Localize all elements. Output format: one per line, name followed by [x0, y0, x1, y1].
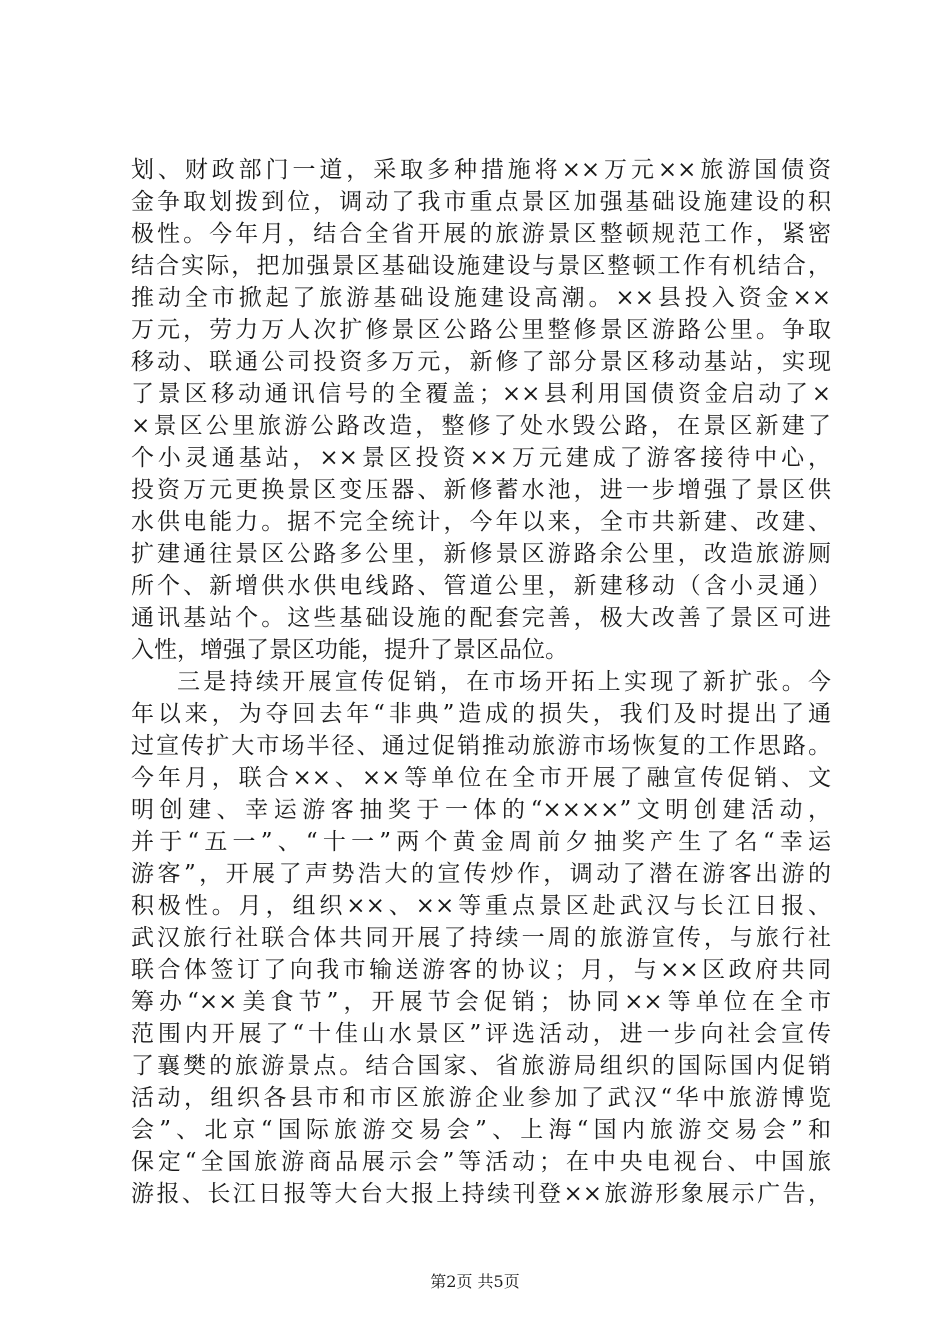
- body-text: [131, 154, 831, 1210]
- text-line: 筹办“××美食节”，开展节会促销；协同××等单位在全市: [131, 989, 831, 1015]
- text-line: 入性，增强了景区功能，提升了景区品位。: [131, 637, 568, 663]
- text-line: 了襄樊的旅游景点。结合国家、省旅游局组织的国际国内促销: [131, 1053, 831, 1079]
- text-line: 个小灵通基站，××景区投资××万元建成了游客接待中心，: [131, 445, 831, 471]
- text-line: 三是持续开展宣传促销，在市场开拓上实现了新扩张。今: [177, 669, 831, 695]
- text-line: 保定“全国旅游商品展示会”等活动；在中央电视台、中国旅: [131, 1149, 831, 1175]
- paragraph-infrastructure: [131, 154, 831, 666]
- text-line: 活动，组织各县市和市区旅游企业参加了武汉“华中旅游博览: [131, 1085, 831, 1111]
- page-number-footer: 第2页 共5页: [430, 1272, 520, 1291]
- text-line: 金争取划拨到位，调动了我市重点景区加强基础设施建设的积: [131, 189, 831, 215]
- text-line: 年以来，为夺回去年“非典”造成的损失，我们及时提出了通: [131, 701, 831, 727]
- text-line: 水供电能力。据不完全统计，今年以来，全市共新建、改建、: [131, 509, 831, 535]
- text-line: 积极性。月，组织××、××等重点景区赴武汉与长江日报、: [131, 893, 831, 919]
- text-line: 了景区移动通讯信号的全覆盖；××县利用国债资金启动了×: [131, 381, 831, 407]
- text-line: 万元，劳力万人次扩修景区公路公里整修景区游路公里。争取: [131, 317, 831, 343]
- text-line: 通讯基站个。这些基础设施的配套完善，极大改善了景区可进: [131, 605, 831, 631]
- text-line: 并于“五一”、“十一”两个黄金周前夕抽奖产生了名“幸运: [131, 829, 831, 855]
- text-line: 明创建、幸运游客抽奖于一体的“××××”文明创建活动，: [131, 797, 831, 823]
- text-line: 今年月，联合××、××等单位在全市开展了融宣传促销、文: [131, 765, 831, 791]
- text-line: 扩建通往景区公路多公里，新修景区游路余公里，改造旅游厕: [131, 541, 831, 567]
- text-line: 推动全市掀起了旅游基础设施建设高潮。××县投入资金××: [131, 285, 831, 311]
- text-line: 武汉旅行社联合体共同开展了持续一周的旅游宣传，与旅行社: [131, 925, 831, 951]
- text-line: 划、财政部门一道，采取多种措施将××万元××旅游国债资: [131, 157, 831, 183]
- text-line: 极性。今年月，结合全省开展的旅游景区整顿规范工作，紧密: [131, 221, 831, 247]
- text-line: 联合体签订了向我市输送游客的协议；月，与××区政府共同: [131, 957, 831, 983]
- paragraph-promotion: [131, 666, 831, 1210]
- text-line: 投资万元更换景区变压器、新修蓄水池，进一步增强了景区供: [131, 477, 831, 503]
- text-line: 结合实际，把加强景区基础设施建设与景区整顿工作有机结合，: [131, 253, 831, 279]
- text-line: 过宣传扩大市场半径、通过促销推动旅游市场恢复的工作思路。: [131, 733, 831, 759]
- text-line: 移动、联通公司投资多万元，新修了部分景区移动基站，实现: [131, 349, 831, 375]
- text-line: 所个、新增供水供电线路、管道公里，新建移动（含小灵通）: [131, 573, 831, 599]
- text-line: 游客”，开展了声势浩大的宣传炒作，调动了潜在游客出游的: [131, 861, 831, 887]
- text-line: 会”、北京“国际旅游交易会”、上海“国内旅游交易会”和: [131, 1117, 831, 1143]
- text-line: 游报、长江日报等大台大报上持续刊登××旅游形象展示广告，: [131, 1181, 831, 1207]
- text-line: 范围内开展了“十佳山水景区”评选活动，进一步向社会宣传: [131, 1021, 831, 1047]
- text-line: ×景区公里旅游公路改造，整修了处水毁公路，在景区新建了: [131, 413, 831, 439]
